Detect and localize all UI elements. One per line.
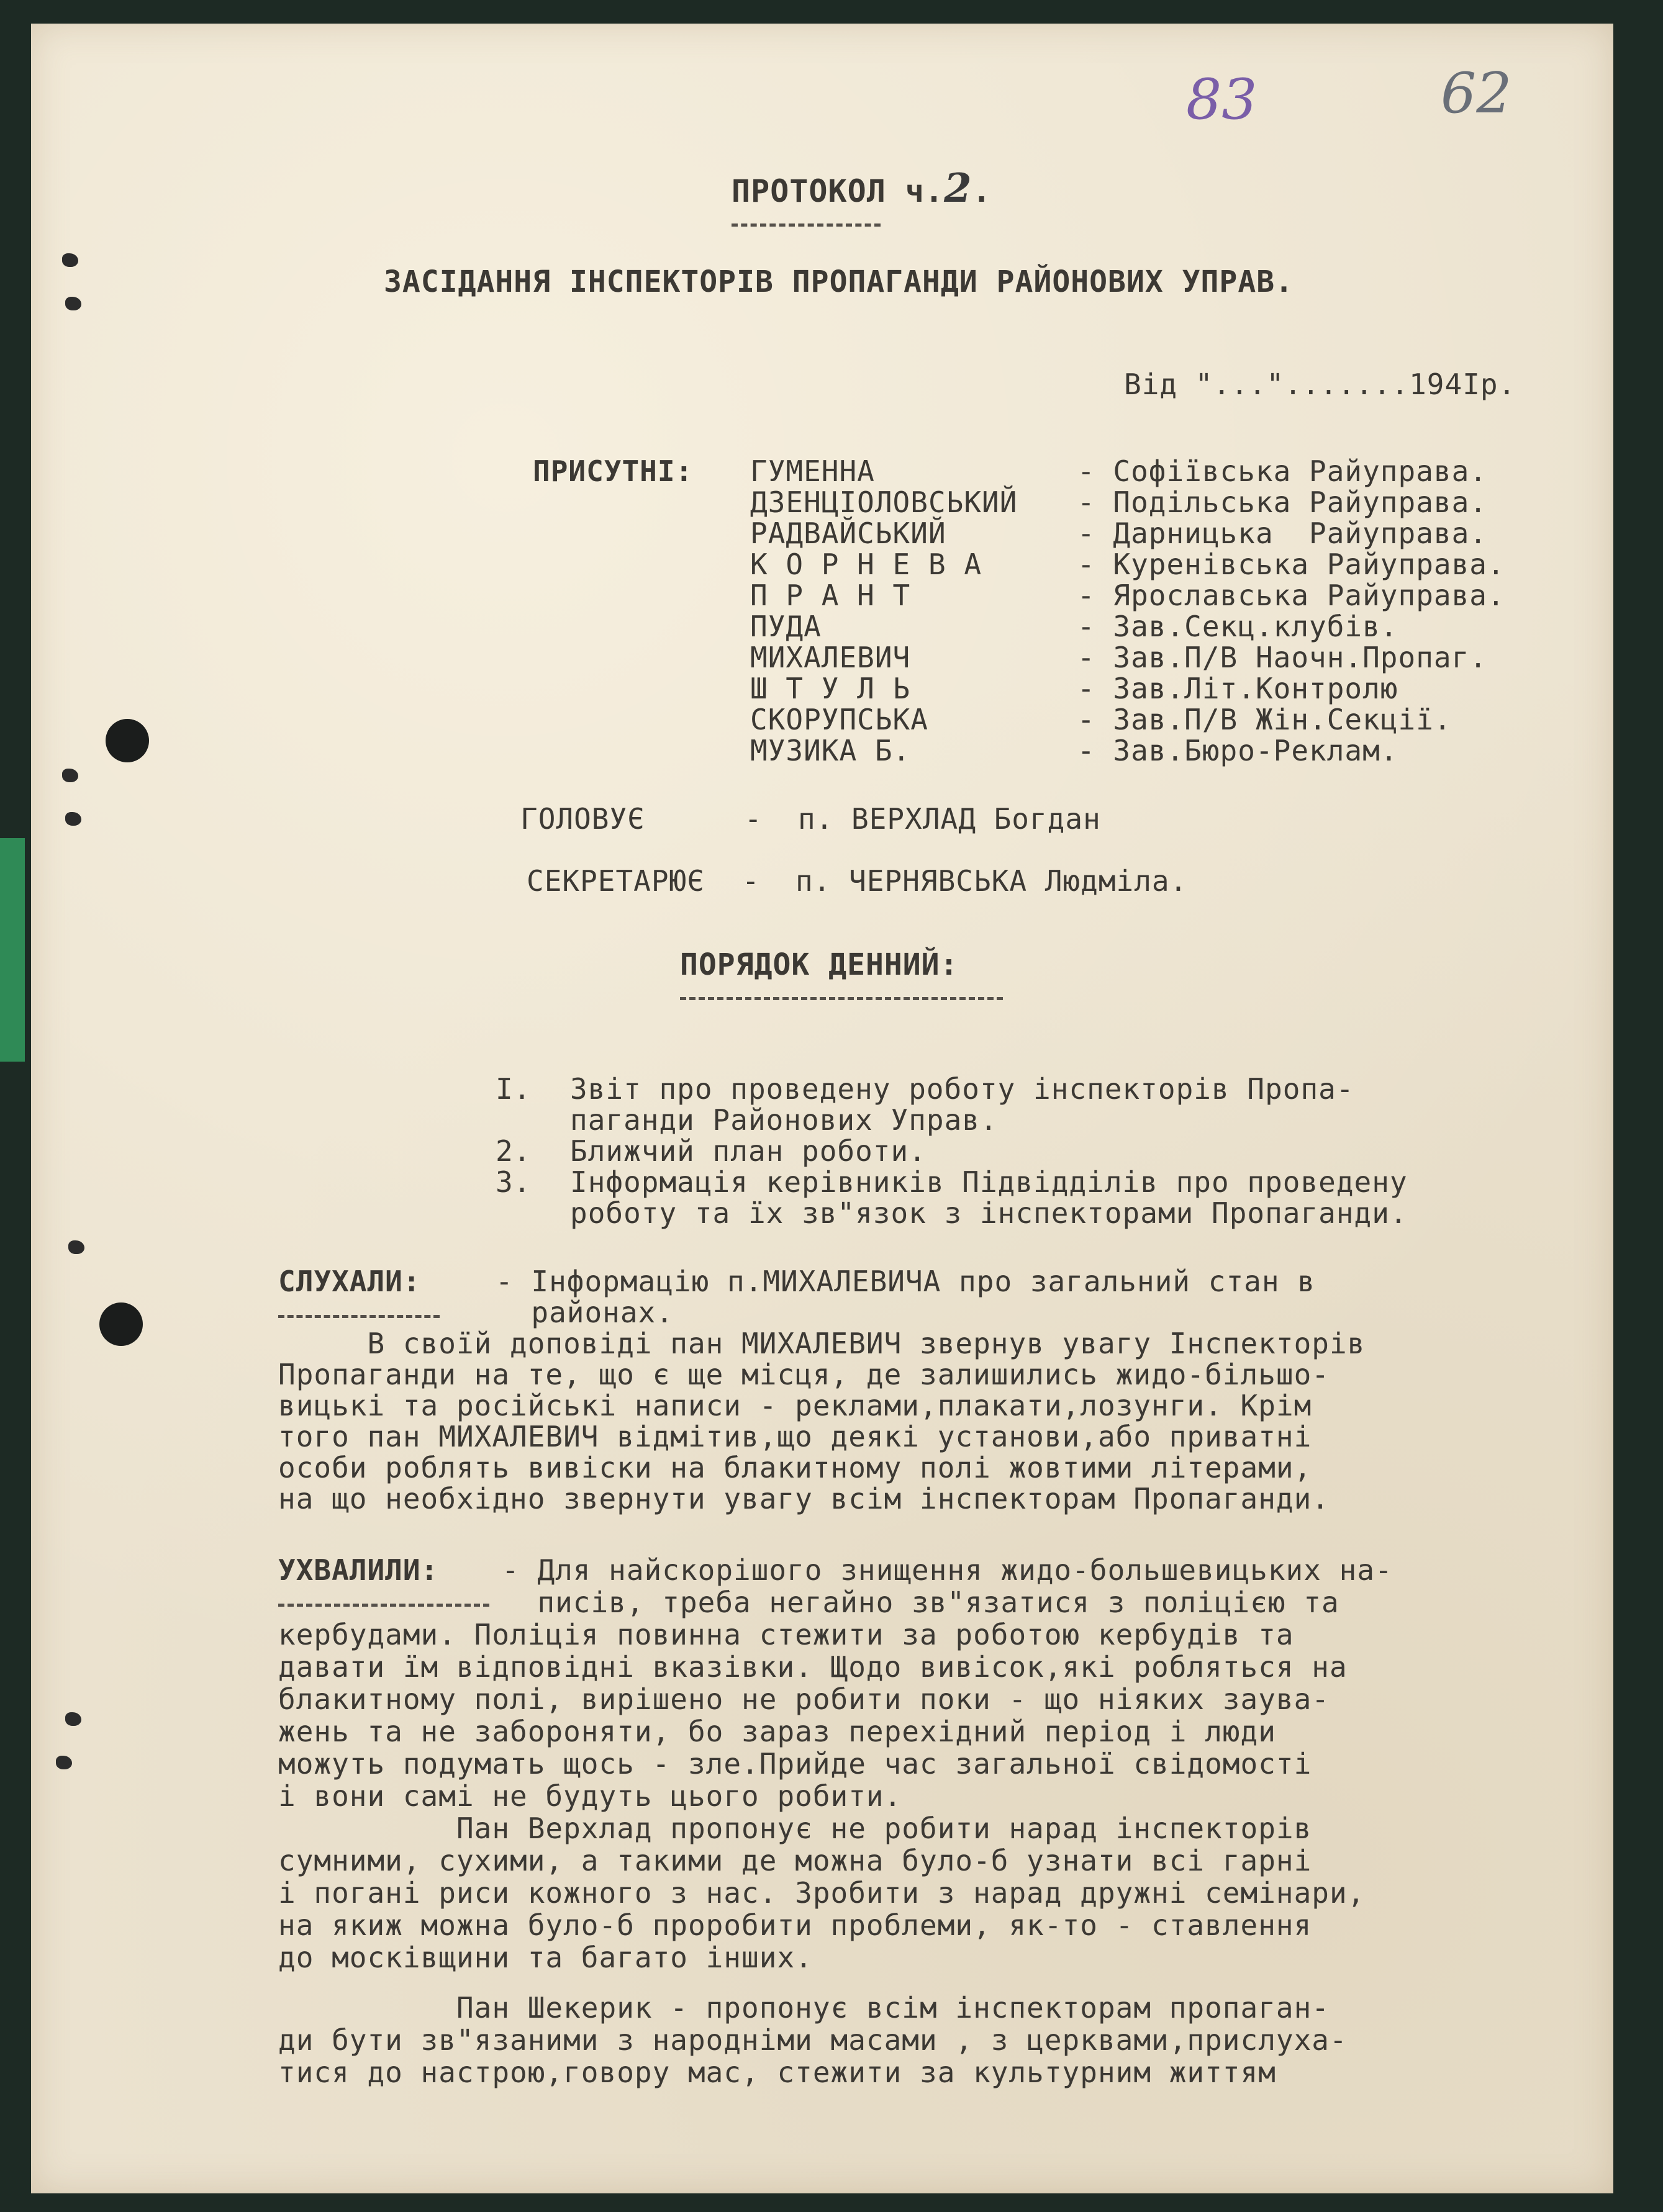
agenda-item-number: 2. bbox=[496, 1134, 532, 1168]
binder-mark bbox=[65, 297, 81, 310]
attendee-name: ГУМЕННА bbox=[750, 454, 875, 488]
binder-mark bbox=[62, 769, 78, 782]
secretary-value: - п. ЧЕРНЯВСЬКА Людміла. bbox=[741, 864, 1188, 898]
attendee-name: К О Р Н Е В А bbox=[750, 548, 982, 581]
agenda-item-text: паганди Районових Управ. bbox=[570, 1103, 998, 1137]
resolved-line: Пан Верхлад пропонує не робити нарад інспекторів bbox=[278, 1812, 1312, 1845]
background-green-strip bbox=[0, 838, 25, 1062]
attendees-label: ПРИСУТНІ: bbox=[533, 454, 694, 488]
agenda-item-text: Інформація керівників Підвідділів про проведену bbox=[570, 1165, 1408, 1199]
agenda-item-number: 3. bbox=[496, 1165, 532, 1199]
attendee-name: СКОРУПСЬКА bbox=[750, 703, 928, 736]
resolved-line: блакитному полі, вирішено не робити поки - що ніяких заува- bbox=[278, 1682, 1330, 1716]
binder-mark bbox=[56, 1756, 72, 1769]
attendee-role: - Подільська Райуправа. bbox=[1077, 485, 1487, 519]
agenda-title: ПОРЯДОК ДЕННИЙ: bbox=[680, 947, 959, 982]
heard-line: районах. bbox=[496, 1296, 674, 1329]
resolved-line: писів, треба негайно зв"язатися з поліцією та bbox=[502, 1586, 1339, 1619]
resolved-line: - Для найскорішого знищення жидо-большевицьких на- bbox=[502, 1553, 1393, 1587]
heard-line: на що необхідно звернути увагу всім інспекторам Пропаганди. bbox=[278, 1482, 1330, 1515]
protocol-subtitle: ЗАСІДАННЯ ІНСПЕКТОРІВ ПРОПАГАНДИ РАЙОНОВИХ УПРАВ. bbox=[384, 264, 1294, 299]
attendee-role: - Дарницька Райуправа. bbox=[1077, 517, 1487, 550]
agenda-underline bbox=[680, 997, 1003, 1000]
resolved-line: кербудами. Поліція повинна стежити за роботою кербудів та bbox=[278, 1618, 1294, 1651]
attendee-role: - Зав.П/В Наочн.Пропаг. bbox=[1077, 641, 1487, 674]
final-line: Пан Шекерик - пропонує всім інспекторам пропаган- bbox=[278, 1991, 1330, 2025]
attendee-name: Ш Т У Л Ь bbox=[750, 672, 911, 705]
resolved-line: на якиж можна було-б проробити проблеми, як-то - ставлення bbox=[278, 1908, 1312, 1942]
protocol-date: Від "...".......194Ір. bbox=[1124, 368, 1516, 401]
attendee-name: МИХАЛЕВИЧ bbox=[750, 641, 911, 674]
resolved-line: до москівщини та багато інших. bbox=[278, 1941, 813, 1974]
chair-value: - п. ВЕРХЛАД Богдан bbox=[744, 802, 1101, 836]
heard-underline bbox=[278, 1315, 440, 1318]
resolved-line: можуть подумать щось - зле.Прийде час загальної свідомості bbox=[278, 1747, 1312, 1781]
attendee-name: П Р А Н Т bbox=[750, 579, 911, 612]
agenda-item-text: Ближчий план роботи. bbox=[570, 1134, 927, 1168]
heard-line: В своїй доповіді пан МИХАЛЕВИЧ звернув увагу Інспекторів bbox=[278, 1327, 1366, 1360]
agenda-item-number: I. bbox=[496, 1072, 532, 1106]
attendee-name: ДЗЕНЦІОЛОВСЬКИЙ bbox=[750, 485, 1018, 519]
attendee-role: - Куренівська Райуправа. bbox=[1077, 548, 1505, 581]
document-page bbox=[31, 24, 1613, 2193]
secretary-row bbox=[527, 865, 1187, 897]
resolved-label: УХВАЛИЛИ: bbox=[278, 1553, 439, 1587]
agenda-item-text: Звіт про проведену роботу інспекторів Пропа- bbox=[570, 1072, 1354, 1106]
heard-line: - Інформацію п.МИХАЛЕВИЧА про загальний стан в bbox=[496, 1265, 1315, 1298]
resolved-underline bbox=[278, 1604, 489, 1607]
attendee-role: - Зав.Літ.Контролю bbox=[1077, 672, 1398, 705]
attendee-role: - Зав.П/В Жін.Секції. bbox=[1077, 703, 1452, 736]
protocol-number: 2 bbox=[944, 165, 972, 212]
attendee-role: - Софіївська Райуправа. bbox=[1077, 454, 1487, 488]
heard-line: того пан МИХАЛЕВИЧ відмітив,що деякі установи,або приватні bbox=[278, 1420, 1312, 1453]
resolved-line: і погані риси кожного з нас. Зробити з нарад дружні семінари, bbox=[278, 1876, 1366, 1910]
chair-label: ГОЛОВУЄ bbox=[520, 802, 645, 836]
binder-mark bbox=[65, 812, 81, 826]
heard-label: СЛУХАЛИ: bbox=[278, 1265, 421, 1298]
binder-mark bbox=[65, 1712, 81, 1726]
attendee-role: - Ярославська Райуправа. bbox=[1077, 579, 1505, 612]
archive-mark-violet: 83 bbox=[1186, 67, 1257, 132]
attendee-name: МУЗИКА Б. bbox=[750, 734, 911, 767]
heard-line: вицькі та російські написи - реклами,плакати,лозунги. Крім bbox=[278, 1389, 1312, 1422]
attendee-role: - Зав.Секц.клубів. bbox=[1077, 610, 1398, 643]
punch-hole bbox=[99, 1302, 143, 1346]
chair-row bbox=[520, 803, 1101, 835]
resolved-line: жень та не забороняти, бо зараз перехідний період і люди bbox=[278, 1715, 1276, 1748]
resolved-line: давати їм відповідні вказівки. Щодо вивісок,які робляться на bbox=[278, 1650, 1348, 1684]
final-line: ди бути зв"язаними з народніми масами , з церквами,прислуха- bbox=[278, 2023, 1348, 2057]
resolved-line: і вони самі не будуть цього робити. bbox=[278, 1779, 902, 1813]
final-line: тися до настрою,говору мас, стежити за культурним життям bbox=[278, 2056, 1276, 2089]
secretary-label: СЕКРЕТАРЮЄ bbox=[527, 864, 705, 898]
attendee-name: ПУДА bbox=[750, 610, 822, 643]
binder-mark bbox=[62, 253, 78, 267]
heard-line: Пропаганди на те, що є ще місця, де залишились жидо-більшо- bbox=[278, 1358, 1330, 1391]
attendee-name: РАДВАЙСЬКИЙ bbox=[750, 517, 946, 550]
agenda-item-text: роботу та їх зв"язок з інспекторами Пропаганди. bbox=[570, 1196, 1408, 1230]
heard-line: особи роблять вивіски на блакитному полі жовтими літерами, bbox=[278, 1451, 1312, 1484]
punch-hole bbox=[106, 719, 149, 762]
title-underline bbox=[732, 223, 881, 227]
archive-mark-grey: 62 bbox=[1441, 61, 1512, 126]
protocol-title: ПРОТОКОЛ ч.2. bbox=[732, 165, 992, 212]
resolved-line: сумними, сухими, а такими де можна було-б узнати всі гарні bbox=[278, 1844, 1312, 1877]
binder-mark bbox=[68, 1240, 84, 1254]
attendee-role: - Зав.Бюро-Реклам. bbox=[1077, 734, 1398, 767]
